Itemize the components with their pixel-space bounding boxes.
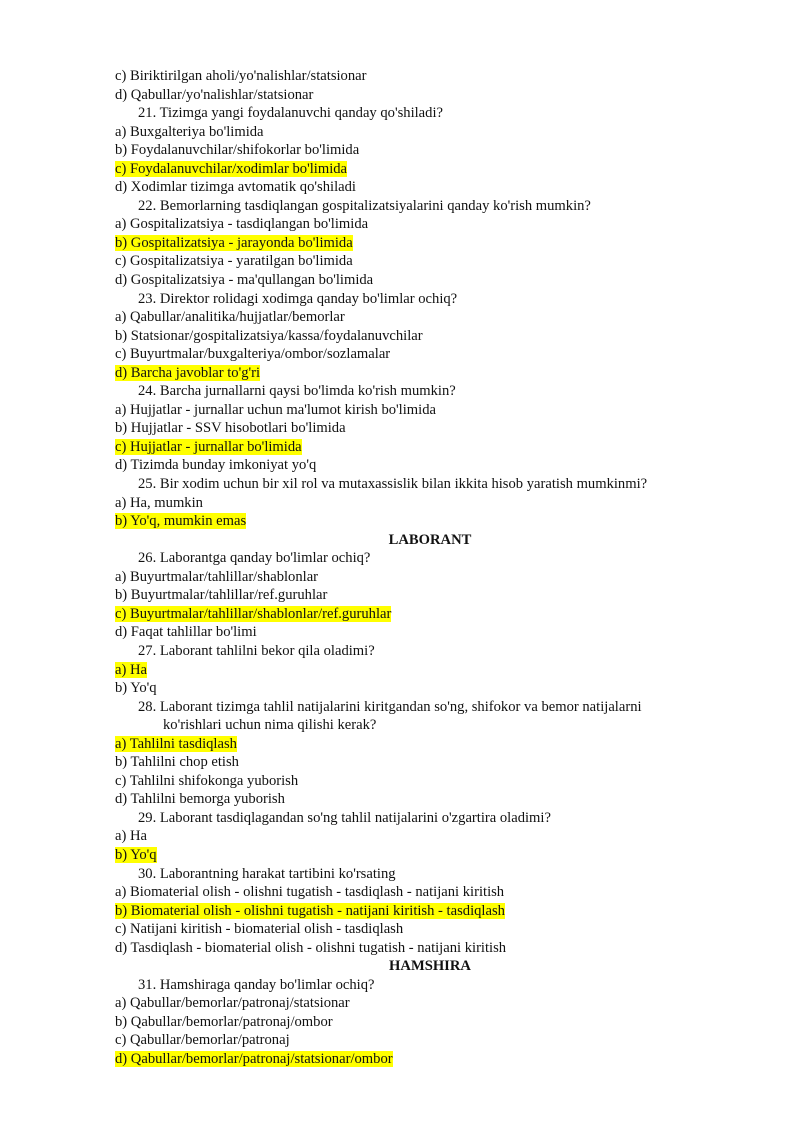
answer-option	[115, 308, 715, 327]
answer-option	[115, 827, 715, 846]
question-text	[115, 290, 715, 309]
line-text: 21. Tizimga yangi foydalanuvchi qanday qo'shiladi?	[138, 105, 443, 122]
highlighted-answer: c) Buyurtmalar/tahlillar/shablonlar/ref.guruhlar	[115, 605, 392, 622]
section-heading	[115, 957, 715, 976]
line-text: b) Yo'q	[115, 680, 157, 697]
answer-option	[115, 939, 715, 958]
line-text: 29. Laborant tasdiqlagandan so'ng tahlil natijalarini o'zgartira oladimi?	[138, 809, 551, 826]
question-text	[115, 865, 715, 884]
line-text: d) Tasdiqlash - biomaterial olish - olishni tugatish - natijani kiritish	[115, 939, 507, 956]
question-text	[115, 549, 715, 568]
line-text: HAMSHIRA	[389, 958, 471, 975]
answer-option-correct	[115, 1050, 715, 1069]
highlighted-answer: b) Yo'q	[115, 846, 157, 863]
question-text	[115, 976, 715, 995]
line-text: 24. Barcha jurnallarni qaysi bo'limda ko'rish mumkin?	[138, 383, 456, 400]
answer-option	[115, 994, 715, 1013]
question-text	[115, 382, 715, 401]
line-text: b) Tahlilni chop etish	[115, 754, 239, 771]
answer-option	[115, 345, 715, 364]
line-text: b) Qabullar/bemorlar/patronaj/ombor	[115, 1013, 333, 1030]
answer-option	[115, 401, 715, 420]
answer-option	[115, 790, 715, 809]
question-text-continued	[115, 716, 715, 735]
line-text: a) Gospitalizatsiya - tasdiqlangan bo'limida	[115, 216, 369, 233]
line-text: c) Qabullar/bemorlar/patronaj	[115, 1032, 290, 1049]
line-text: b) Buyurtmalar/tahlillar/ref.guruhlar	[115, 587, 328, 604]
highlighted-answer: c) Foydalanuvchilar/xodimlar bo'limida	[115, 160, 348, 177]
line-text: a) Buyurtmalar/tahlillar/shablonlar	[115, 568, 319, 585]
highlighted-answer: b) Biomaterial olish - olishni tugatish - natijani kiritish - tasdiqlash	[115, 902, 505, 919]
line-text: b) Hujjatlar - SSV hisobotlari bo'limida	[115, 420, 346, 437]
question-text	[115, 809, 715, 828]
answer-option-correct	[115, 846, 715, 865]
answer-option	[115, 178, 715, 197]
answer-option-correct	[115, 364, 715, 383]
line-text: 27. Laborant tahlilni bekor qila oladimi?	[138, 642, 375, 659]
highlighted-answer: a) Tahlilni tasdiqlash	[115, 735, 237, 752]
answer-option-correct	[115, 661, 715, 680]
line-text: a) Ha	[115, 828, 148, 845]
question-text	[115, 475, 715, 494]
line-text: d) Qabullar/yo'nalishlar/statsionar	[115, 86, 314, 103]
question-text	[115, 104, 715, 123]
line-text: b) Foydalanuvchilar/shifokorlar bo'limida	[115, 142, 360, 159]
answer-option	[115, 456, 715, 475]
document-body	[115, 67, 715, 1069]
line-text: c) Buyurtmalar/buxgalteriya/ombor/sozlamalar	[115, 346, 391, 363]
highlighted-answer: b) Yo'q, mumkin emas	[115, 513, 247, 530]
answer-option	[115, 568, 715, 587]
answer-option	[115, 86, 715, 105]
answer-option	[115, 67, 715, 86]
line-text: 28. Laborant tizimga tahlil natijalarini kiritgandan so'ng, shifokor va bemor natijalarni	[138, 698, 642, 715]
answer-option	[115, 141, 715, 160]
highlighted-answer: d) Qabullar/bemorlar/patronaj/statsionar/ombor	[115, 1050, 393, 1067]
question-text	[115, 642, 715, 661]
answer-option	[115, 586, 715, 605]
answer-option	[115, 271, 715, 290]
line-text: 31. Hamshiraga qanday bo'limlar ochiq?	[138, 976, 375, 993]
answer-option-correct	[115, 512, 715, 531]
line-text: 25. Bir xodim uchun bir xil rol va mutaxassislik bilan ikkita hisob yaratish mumkinmi?	[138, 476, 648, 493]
line-text: c) Biriktirilgan aholi/yo'nalishlar/statsionar	[115, 68, 367, 84]
highlighted-answer: c) Hujjatlar - jurnallar bo'limida	[115, 438, 302, 455]
answer-option	[115, 419, 715, 438]
line-text: c) Natijani kiritish - biomaterial olish - tasdiqlash	[115, 921, 404, 938]
question-text	[115, 698, 715, 717]
answer-option	[115, 1013, 715, 1032]
line-text: 22. Bemorlarning tasdiqlangan gospitalizatsiyalarini qanday ko'rish mumkin?	[138, 197, 591, 214]
answer-option-correct	[115, 605, 715, 624]
section-heading	[115, 531, 715, 550]
answer-option	[115, 772, 715, 791]
answer-option	[115, 215, 715, 234]
answer-option	[115, 753, 715, 772]
line-text: d) Tizimda bunday imkoniyat yo'q	[115, 457, 317, 474]
line-text: 26. Laborantga qanday bo'limlar ochiq?	[138, 550, 371, 567]
line-text: a) Qabullar/bemorlar/patronaj/statsionar	[115, 995, 350, 1012]
line-text: c) Tahlilni shifokonga yuborish	[115, 772, 299, 789]
answer-option-correct	[115, 902, 715, 921]
line-text: d) Gospitalizatsiya - ma'qullangan bo'limida	[115, 272, 374, 289]
answer-option	[115, 327, 715, 346]
line-text: d) Xodimlar tizimga avtomatik qo'shiladi	[115, 179, 356, 196]
line-text: a) Ha, mumkin	[115, 494, 203, 511]
answer-option-correct	[115, 438, 715, 457]
answer-option-correct	[115, 160, 715, 179]
answer-option	[115, 494, 715, 513]
line-text: a) Buxgalteriya bo'limida	[115, 123, 264, 140]
line-text: ko'rishlari uchun nima qilishi kerak?	[163, 717, 377, 734]
highlighted-answer: b) Gospitalizatsiya - jarayonda bo'limida	[115, 234, 353, 251]
answer-option-correct	[115, 234, 715, 253]
answer-option-correct	[115, 735, 715, 754]
answer-option	[115, 123, 715, 142]
line-text: 23. Direktor rolidagi xodimga qanday bo'limlar ochiq?	[138, 290, 458, 307]
answer-option	[115, 252, 715, 271]
line-text: a) Hujjatlar - jurnallar uchun ma'lumot kirish bo'limida	[115, 401, 436, 418]
answer-option	[115, 1031, 715, 1050]
highlighted-answer: a) Ha	[115, 661, 148, 678]
question-text	[115, 197, 715, 216]
answer-option	[115, 883, 715, 902]
line-text: 30. Laborantning harakat tartibini ko'rsating	[138, 865, 396, 882]
answer-option	[115, 920, 715, 939]
line-text: c) Gospitalizatsiya - yaratilgan bo'limida	[115, 253, 353, 270]
line-text: LABORANT	[388, 531, 472, 548]
line-text: b) Statsionar/gospitalizatsiya/kassa/foydalanuvchilar	[115, 327, 423, 344]
line-text: a) Biomaterial olish - olishni tugatish - tasdiqlash - natijani kiritish	[115, 884, 505, 901]
line-text: a) Qabullar/analitika/hujjatlar/bemorlar	[115, 309, 345, 326]
line-text: d) Faqat tahlillar bo'limi	[115, 624, 257, 641]
line-text: d) Tahlilni bemorga yuborish	[115, 791, 285, 808]
answer-option	[115, 623, 715, 642]
answer-option	[115, 679, 715, 698]
highlighted-answer: d) Barcha javoblar to'g'ri	[115, 364, 261, 381]
